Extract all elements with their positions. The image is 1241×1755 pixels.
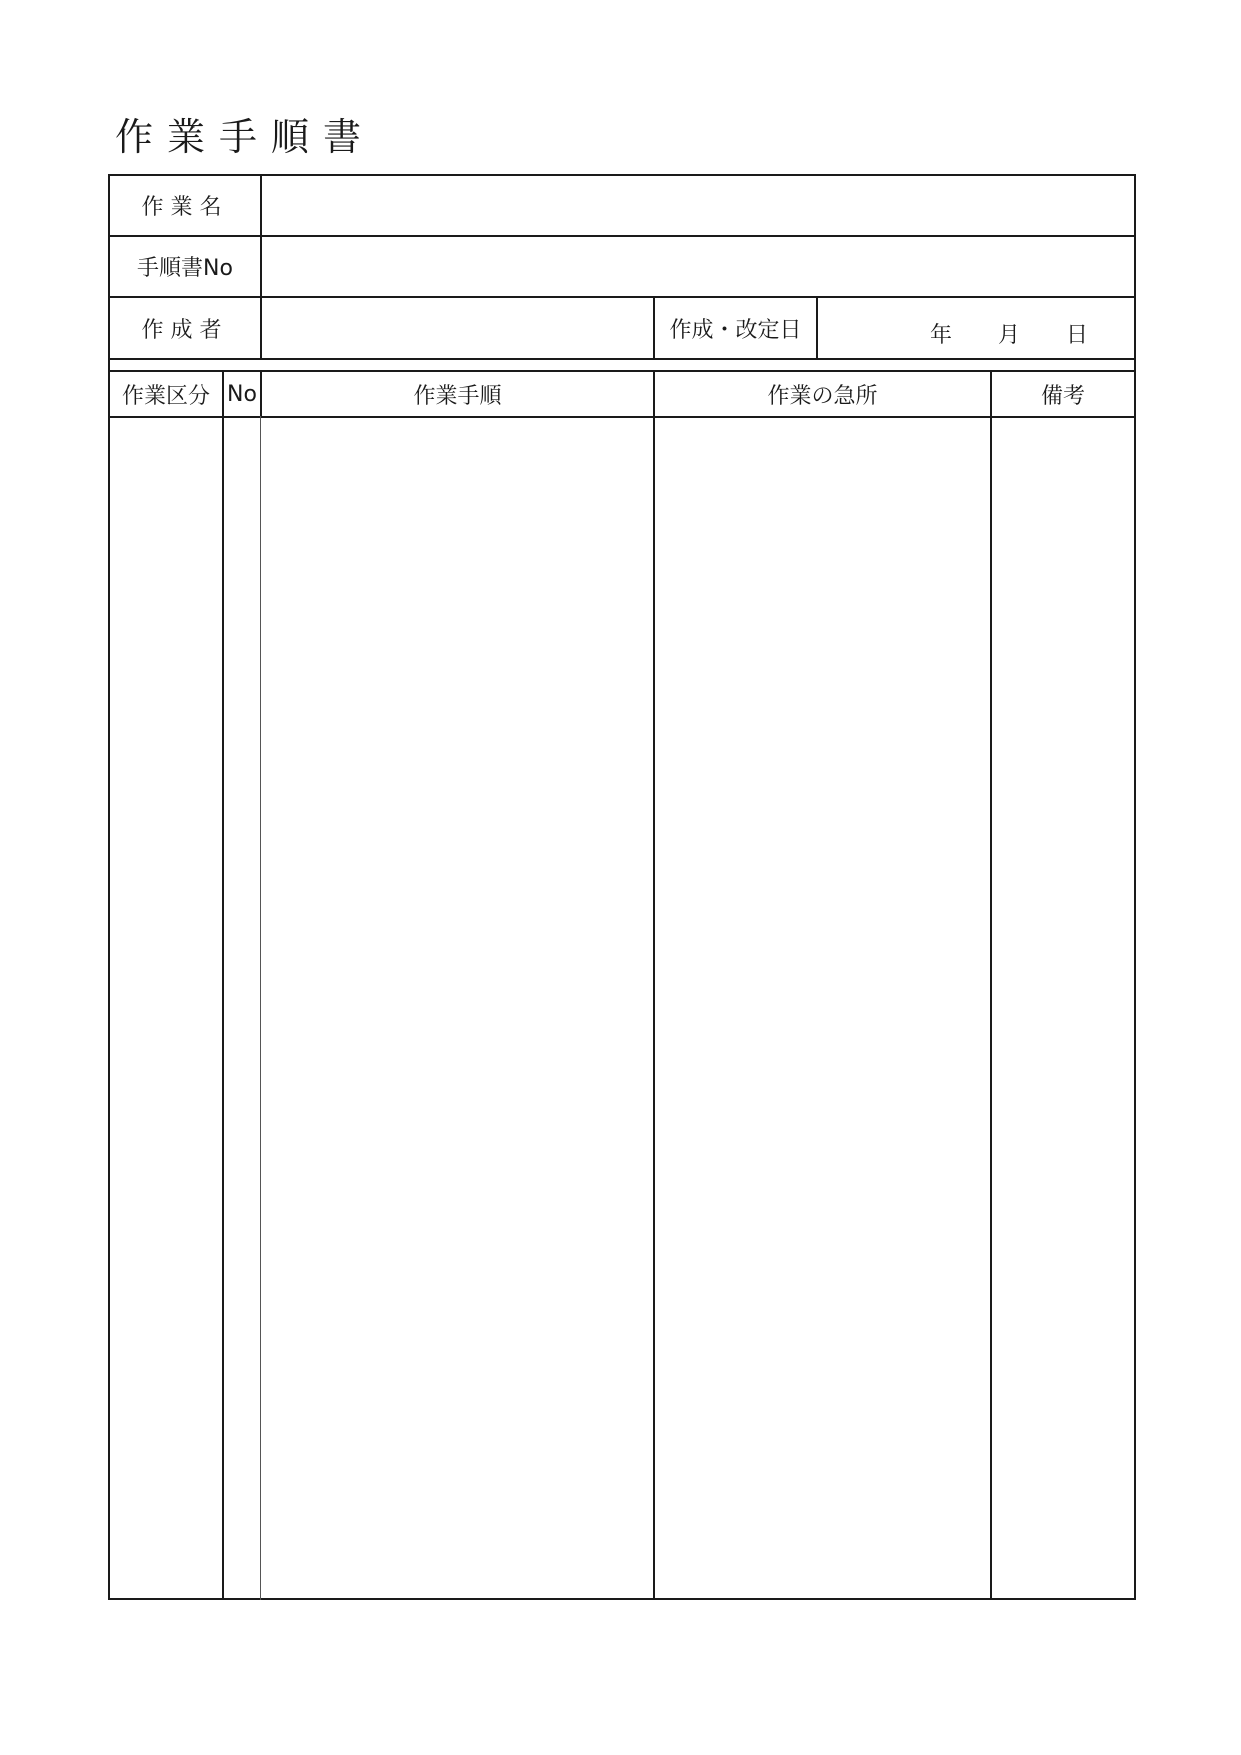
no-column-body[interactable] bbox=[224, 418, 260, 1598]
author-label: 作成者 bbox=[141, 317, 229, 343]
procedure-column-body[interactable] bbox=[262, 418, 653, 1598]
row-divider bbox=[108, 358, 1136, 360]
date-day-unit: 日 bbox=[1066, 323, 1089, 348]
remarks-column-body[interactable] bbox=[992, 418, 1134, 1598]
column-header-task-category: 作業区分 bbox=[121, 383, 210, 409]
date-field[interactable] bbox=[818, 298, 1134, 358]
author-field[interactable] bbox=[262, 298, 653, 358]
key-points-column-body[interactable] bbox=[655, 418, 990, 1598]
task-name-label: 作業名 bbox=[141, 195, 229, 220]
procedure-no-label: 手順書No bbox=[137, 256, 233, 281]
procedure-form bbox=[108, 174, 1136, 1600]
column-divider bbox=[260, 416, 261, 1600]
page-title: 作業手順書 bbox=[115, 115, 376, 159]
procedure-no-field[interactable] bbox=[262, 237, 1134, 296]
date-month-unit: 月 bbox=[998, 323, 1021, 348]
form-border-bottom bbox=[108, 1598, 1136, 1600]
task-category-column-body[interactable] bbox=[110, 418, 222, 1598]
column-header-procedure: 作業手順 bbox=[413, 383, 502, 409]
column-header-remarks: 備考 bbox=[1040, 383, 1085, 409]
date-year-unit: 年 bbox=[930, 323, 953, 348]
date-label: 作成・改定日 bbox=[669, 317, 802, 343]
form-border-right bbox=[1134, 174, 1136, 1600]
column-header-key-points: 作業の急所 bbox=[767, 383, 878, 409]
task-name-field[interactable] bbox=[262, 176, 1134, 235]
column-header-no: No bbox=[227, 381, 257, 407]
